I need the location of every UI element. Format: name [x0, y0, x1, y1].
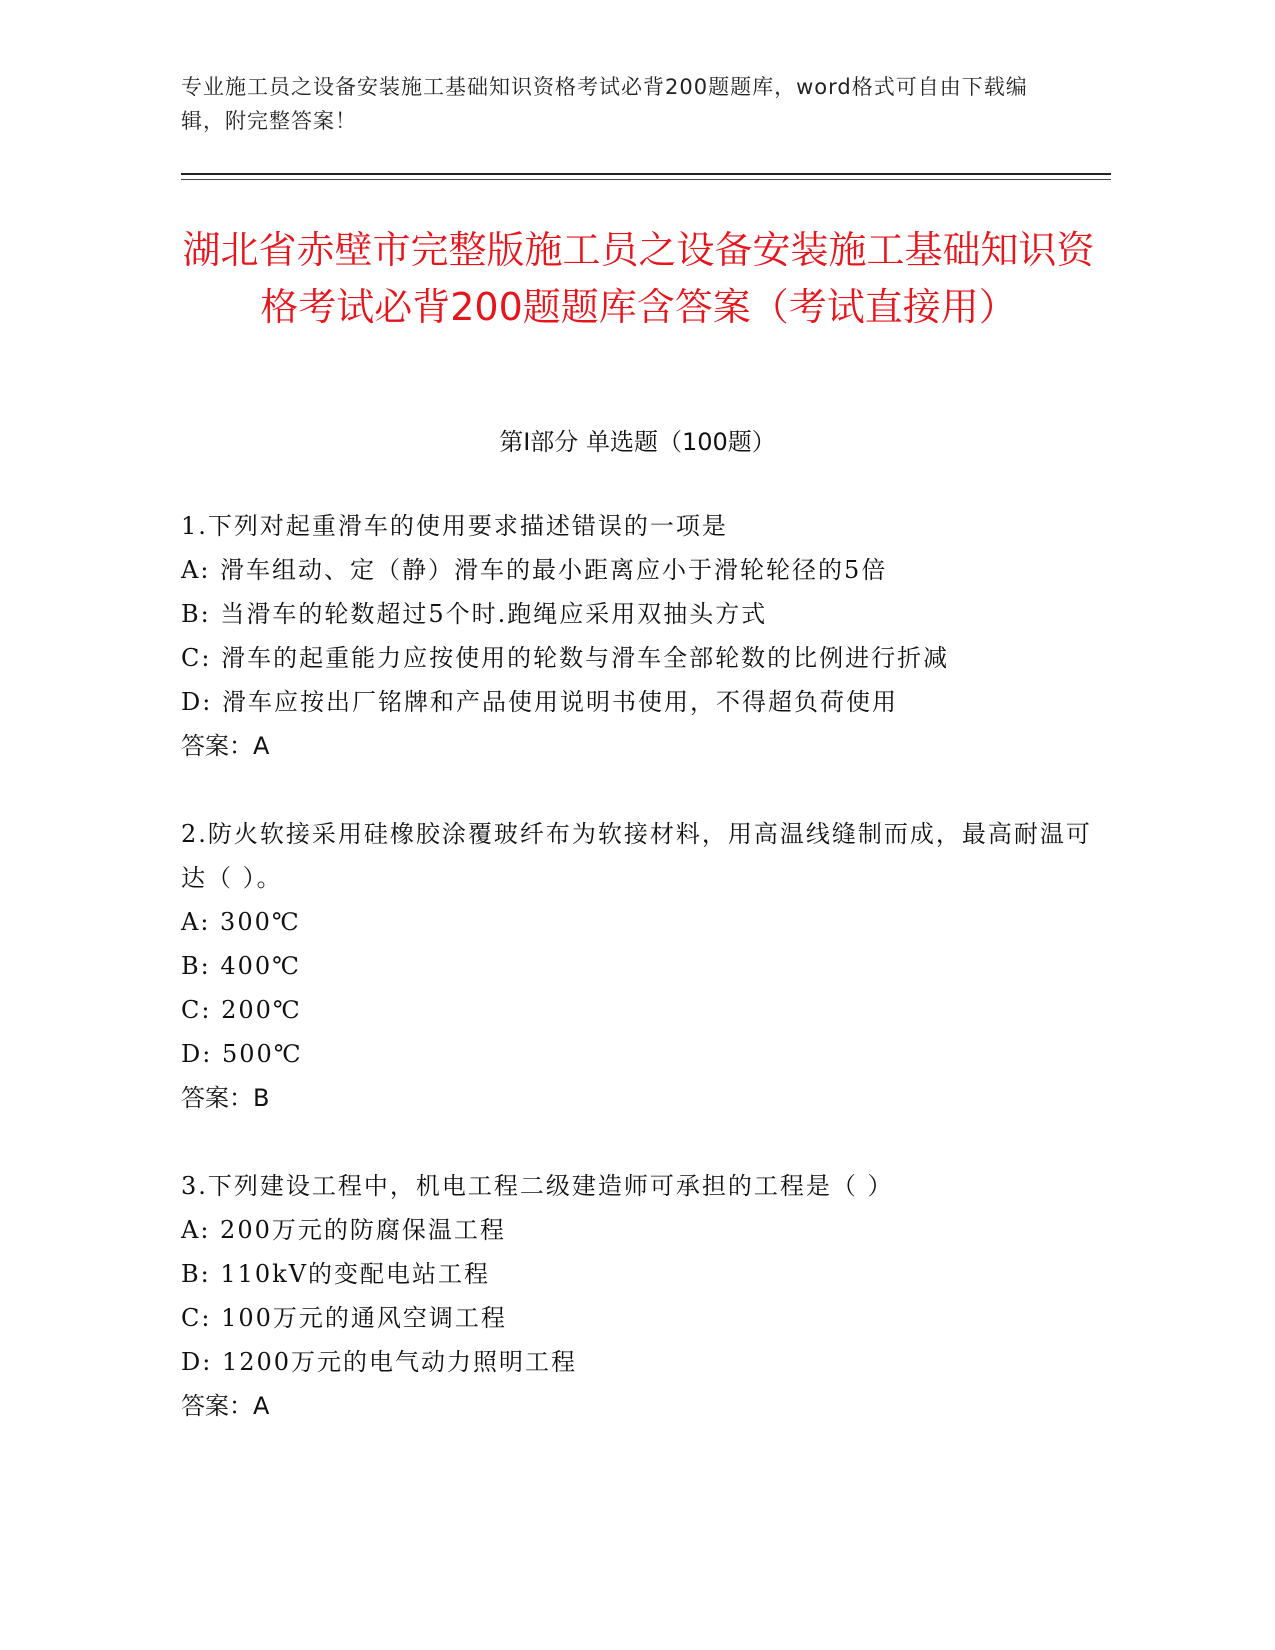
option-c: C: 100万元的通风空调工程	[181, 1304, 507, 1332]
question-stem: 3.下列建设工程中，机电工程二级建造师可承担的工程是（ ）	[181, 1172, 894, 1200]
header-rule-thin	[181, 179, 1111, 180]
option-d: D: 1200万元的电气动力照明工程	[181, 1348, 578, 1376]
answer: 答案：B	[181, 1084, 270, 1112]
question-1	[181, 504, 1111, 768]
header-note: 专业施工员之设备安装施工基础知识资格考试必背200题题库，word格式可自由下载编辑，附完整答案！	[181, 75, 1028, 133]
option-a: A: 200万元的防腐保温工程	[181, 1216, 506, 1244]
question-stem: 2.防火软接采用硅橡胶涂覆玻纤布为软接材料，用高温线缝制而成，最高耐温可达（ ）。	[181, 820, 1092, 892]
option-d: D: 滑车应按出厂铭牌和产品使用说明书使用，不得超负荷使用	[181, 688, 898, 716]
document-title: 湖北省赤壁市完整版施工员之设备安装施工基础知识资格考试必背200题题库含答案（考试直接用）	[182, 228, 1095, 329]
answer: 答案：A	[181, 732, 270, 760]
question-3	[181, 1164, 1111, 1428]
option-a: A: 滑车组动、定（静）滑车的最小距离应小于滑轮轮径的5倍	[181, 556, 888, 584]
option-b: B: 400℃	[181, 952, 302, 980]
header-rule-thick	[181, 173, 1111, 175]
option-c: C: 200℃	[181, 996, 302, 1024]
option-d: D: 500℃	[181, 1040, 303, 1068]
option-c: C: 滑车的起重能力应按使用的轮数与滑车全部轮数的比例进行折减	[181, 644, 950, 672]
option-b: B: 110kV的变配电站工程	[181, 1260, 491, 1288]
answer: 答案：A	[181, 1392, 270, 1420]
question-stem: 1.下列对起重滑车的使用要求描述错误的一项是	[181, 512, 728, 540]
question-list	[181, 504, 1111, 1472]
option-a: A: 300℃	[181, 908, 301, 936]
question-2	[181, 812, 1111, 1120]
option-b: B: 当滑车的轮数超过5个时.跑绳应采用双抽头方式	[181, 600, 768, 628]
section-title: 第I部分 单选题（100题）	[499, 428, 776, 456]
